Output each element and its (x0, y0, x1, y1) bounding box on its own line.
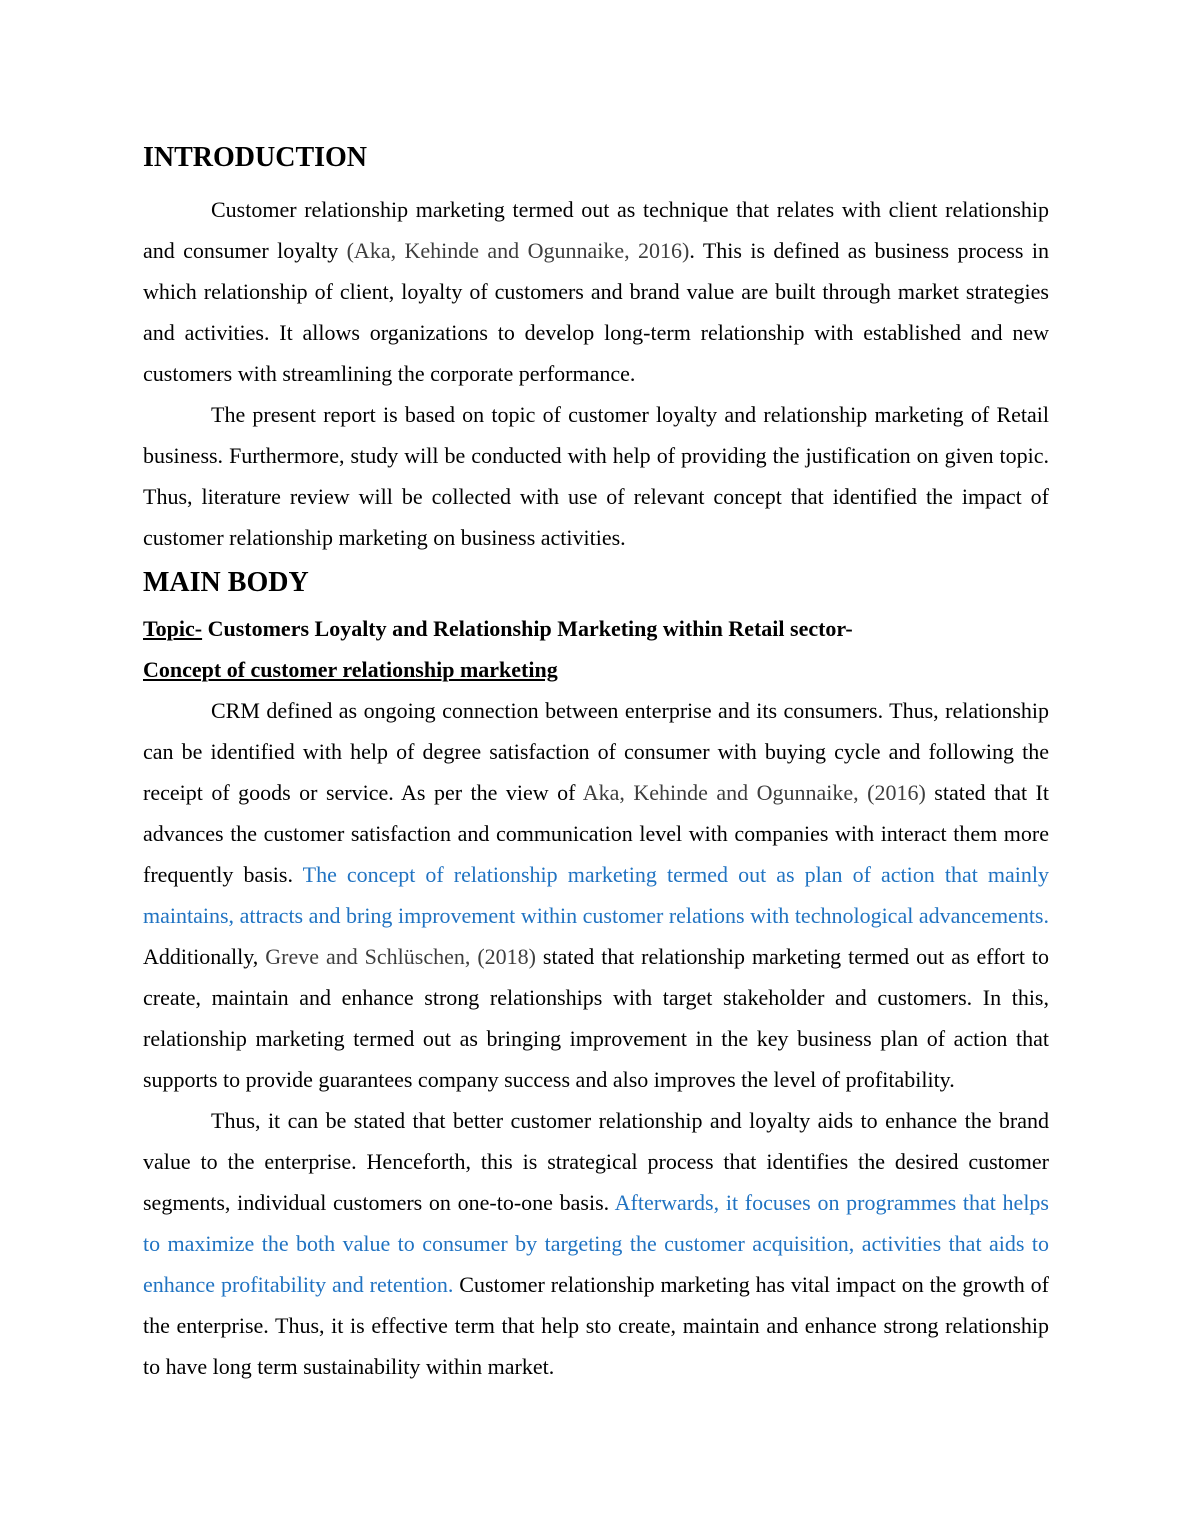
paragraph-text: . This is defined as business process in which relationship of client, loyalty of customers and brand value are built through market strategies and activities. It allows organizations to develop long-term relationship with established and new customers with streamlining the corporate performance. (143, 238, 1049, 386)
highlighted-text: The concept of relationship marketing termed out as plan of action that mainly maintains, attracts and bring improvement within customer relations with technological advancements. (143, 862, 1049, 928)
topic-label: Topic- (143, 616, 203, 641)
concept-heading-text: Concept of customer relationship marketing (143, 657, 558, 682)
paragraph-text: stated that relationship marketing termed out as effort to create, maintain and enhance strong relationships with target stakeholder and customers. In this, relationship marketing termed out as bringing improvement in the key business plan of action that supports to provide guarantees company success and also improves the level of profitability. (143, 944, 1050, 1092)
topic-text: Customers Loyalty and Relationship Marketing within Retail sector- (202, 616, 853, 641)
paragraph-conclusion (143, 1100, 1049, 1387)
paragraph-text: CRM defined as ongoing connection between enterprise and its consumers. Thus, relationship can be identified with help of degree satisfaction of consumer with buying cycle and following the receipt of goods or service. As per the view of (143, 698, 1049, 805)
concept-heading (143, 649, 1049, 690)
heading-introduction: INTRODUCTION (143, 142, 368, 173)
citation-text: Aka, Kehinde and Ogunnaike, (2016) (582, 780, 926, 805)
paragraph-intro-2 (143, 394, 1049, 558)
paragraph-intro-1 (143, 189, 1049, 394)
topic-line (143, 608, 1049, 649)
paragraph-text: Additionally, (143, 944, 266, 969)
citation-text: Greve and Schlüschen, (2018) (265, 944, 536, 969)
heading-main-body: MAIN BODY (143, 567, 309, 598)
paragraph-text: The present report is based on topic of customer loyalty and relationship marketing of Retail business. Furthermore, study will be conducted with help of providing the justification on given topic. Thus, literature review will be collected with use of relevant concept that identified the impact of customer relationship marketing on business activities. (143, 402, 1049, 550)
paragraph-text: Customer relationship marketing has vital impact on the growth of the enterprise. Thus, it is effective term that help sto create, maintain and enhance strong relationship to have long term sustainability within market. (143, 1272, 1050, 1379)
paragraph-text: Thus, it can be stated that better customer relationship and loyalty aids to enhance the brand value to the enterprise. Henceforth, this is strategical process that identifies the desired customer segments, individual customers on one-to-one basis. (143, 1108, 1049, 1215)
highlighted-text: Afterwards, it focuses on programmes that helps to maximize the both value to consumer by targeting the customer acquisition, activities that aids to enhance profitability and retention. (143, 1190, 1049, 1297)
paragraph-text: stated that It advances the customer satisfaction and communication level with companies with interact them more frequently basis. (143, 780, 1049, 887)
paragraph-crm (143, 690, 1049, 1100)
citation-text: (Aka, Kehinde and Ogunnaike, 2016) (346, 238, 690, 263)
paragraph-text: Customer relationship marketing termed out as technique that relates with client relationship and consumer loyalty (143, 197, 1049, 263)
